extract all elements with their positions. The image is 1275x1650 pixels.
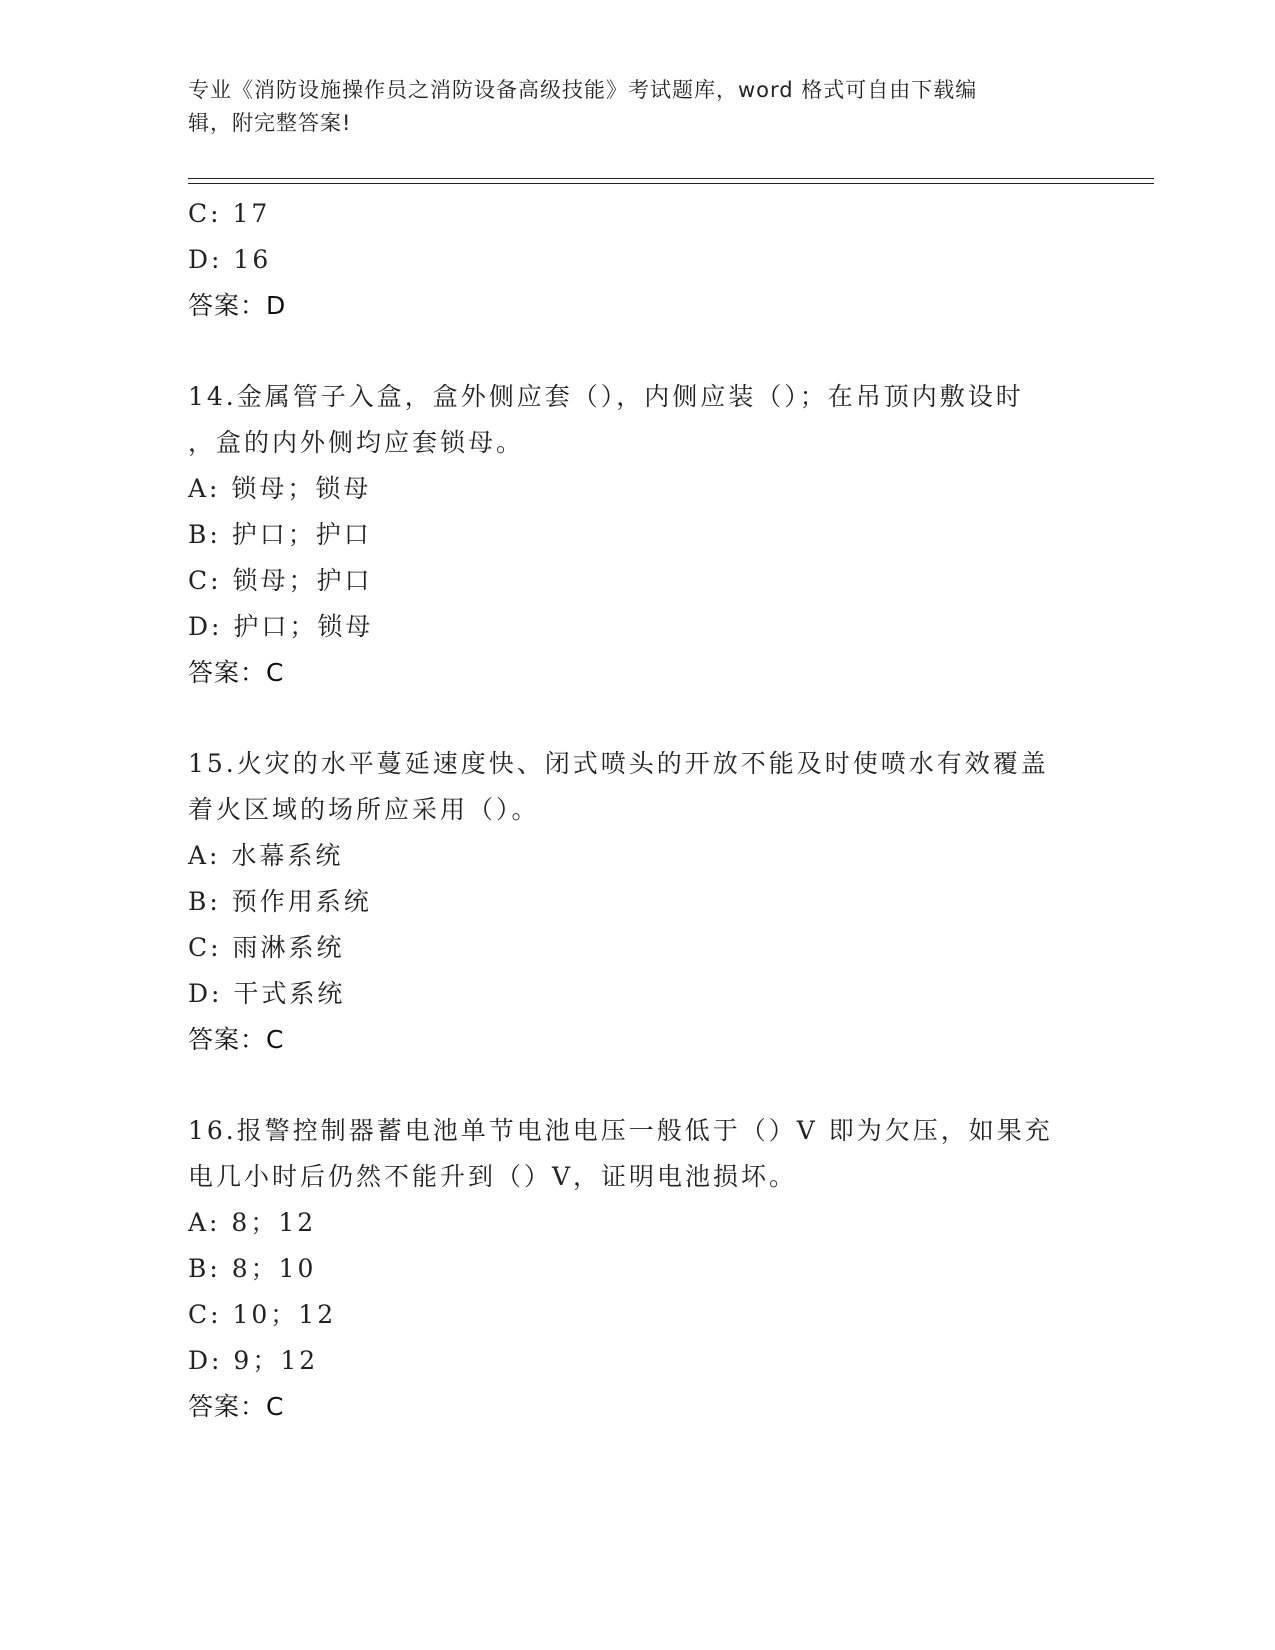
question-stem: ，盒的内外侧均应套锁母。 [188,428,525,457]
option-d: D: 16 [188,245,272,274]
question-13-tail [188,191,1088,329]
header-divider-bottom [188,183,1154,184]
question-16 [188,1108,1088,1430]
question-14 [188,374,1088,696]
spacer [188,329,1088,374]
option-d: D: 干式系统 [188,979,346,1008]
spacer [188,696,1088,741]
option-c: C: 10；12 [188,1300,337,1329]
question-stem: 16.报警控制器蓄电池单节电池电压一般低于（）V 即为欠压，如果充 [188,1116,1053,1145]
option-c: C: 雨淋系统 [188,933,345,962]
option-a: A: 锁母；锁母 [188,474,372,503]
answer-line: 答案：D [188,291,287,320]
option-c: C: 17 [188,199,271,228]
page-header [188,74,1068,140]
spacer [188,1063,1088,1108]
option-a: A: 水幕系统 [188,841,344,870]
option-d: D: 9；12 [188,1346,319,1375]
option-a: A: 8；12 [188,1208,317,1237]
answer-line: 答案：C [188,1025,285,1054]
question-list [188,191,1088,1430]
question-stem: 15.火灾的水平蔓延速度快、闭式喷头的开放不能及时使喷水有效覆盖 [188,749,1049,778]
header-line-1: 专业《消防设施操作员之消防设备高级技能》考试题库，word 格式可自由下载编 [188,78,978,102]
option-b: B: 预作用系统 [188,887,372,916]
option-b: B: 8；10 [188,1254,317,1283]
question-stem: 着火区域的场所应采用（）。 [188,795,540,824]
option-c: C: 锁母；护口 [188,566,373,595]
question-15 [188,741,1088,1063]
answer-line: 答案：C [188,658,285,687]
answer-line: 答案：C [188,1392,285,1421]
header-divider-top [188,178,1154,179]
header-line-2: 辑，附完整答案! [188,111,352,135]
option-b: B: 护口；护口 [188,520,372,549]
question-stem: 14.金属管子入盒，盒外侧应套（），内侧应装（）；在吊顶内敷设时 [188,382,1024,411]
option-d: D: 护口；锁母 [188,612,374,641]
question-stem: 电几小时后仍然不能升到（）V，证明电池损坏。 [188,1162,798,1191]
